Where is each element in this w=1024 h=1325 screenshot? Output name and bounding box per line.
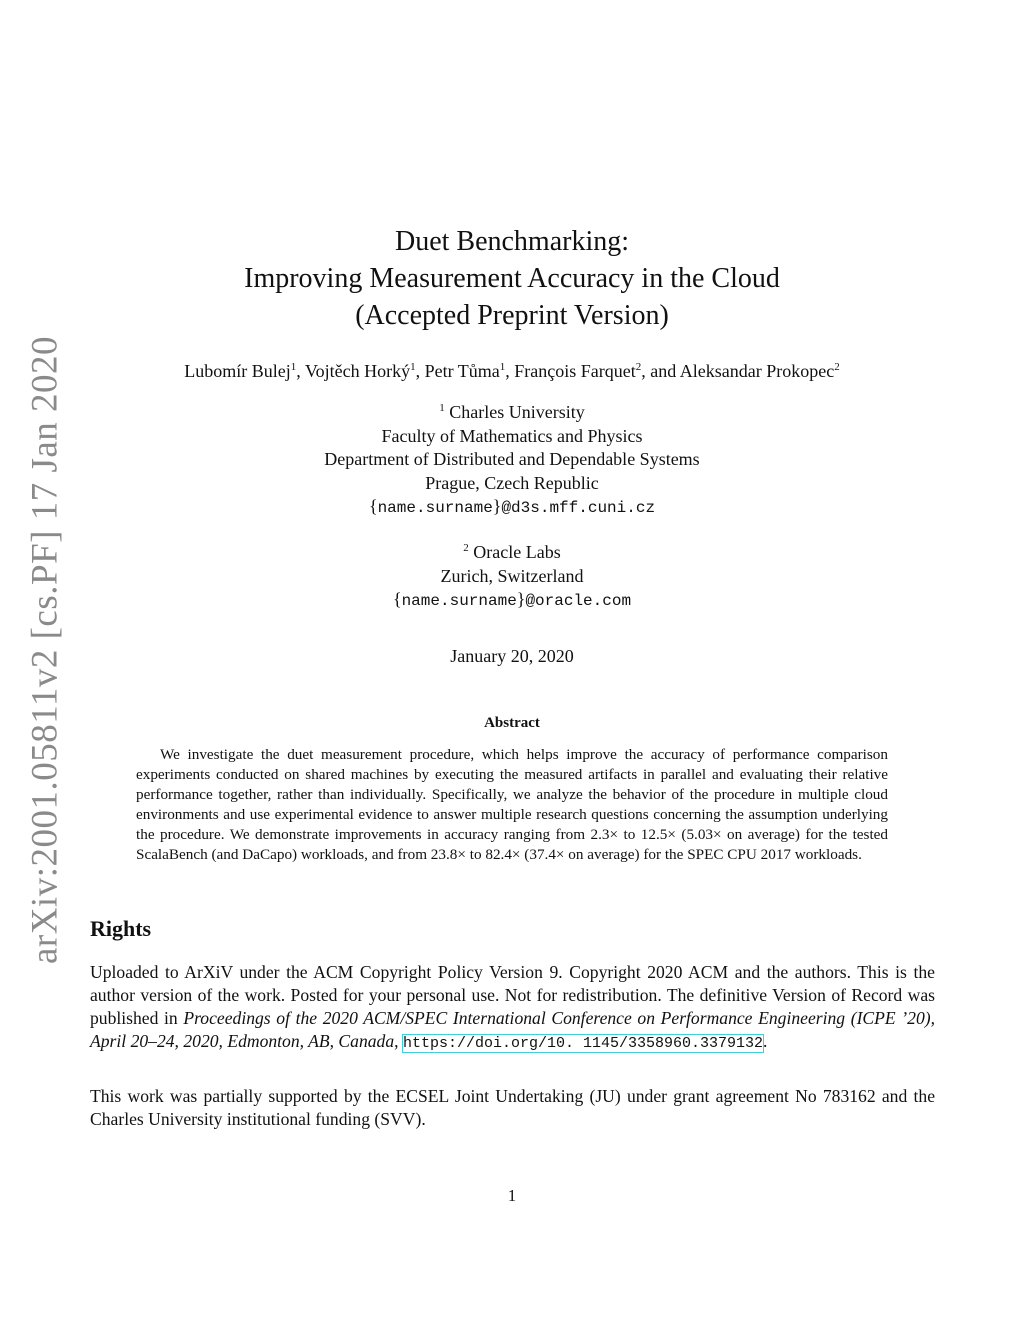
author-name: Lubomír Bulej — [184, 361, 291, 381]
title-line-2: Improving Measurement Accuracy in the Cloud — [244, 263, 780, 294]
affiliation-marker: 2 — [463, 542, 469, 554]
author-separator: , — [415, 361, 425, 381]
author-affiliation-marker: 1 — [410, 361, 416, 373]
rights-heading: Rights — [90, 916, 152, 941]
abstract-heading: Abstract — [484, 715, 540, 731]
affiliation-faculty: Faculty of Mathematics and Physics — [381, 425, 643, 446]
funding-paragraph: This work was partially supported by the ECSEL Joint Undertaking (JU) under grant agreement No 783162 and the Charles University institutional funding (SVV). — [90, 1086, 935, 1129]
publication-date: January 20, 2020 — [450, 646, 574, 666]
affiliation-location: Zurich, Switzerland — [440, 565, 584, 586]
proceedings-citation: Proceedings of the 2020 ACM/SPEC International Conference on Performance Engineering (ICPE ’20), April 20–24, 2020, Edmonton, AB, Canada — [90, 1008, 935, 1051]
title-line-1: Duet Benchmarking: — [394, 226, 630, 257]
affiliation-department: Department of Distributed and Dependable Systems — [324, 449, 700, 469]
affiliation-location: Prague, Czech Republic — [425, 472, 599, 493]
author-affiliation-marker: 2 — [834, 361, 840, 373]
author-separator: , — [296, 361, 305, 381]
arxiv-identifier-stamp: arXiv:2001.05811v2 [cs.PF] 17 Jan 2020 — [24, 335, 66, 965]
affiliation-charles-university — [0, 397, 1024, 521]
affiliation-email: {name.surname}@d3s.mff.cuni.cz — [368, 496, 656, 517]
title-line-3: (Accepted Preprint Version) — [355, 300, 669, 331]
page-number: 1 — [507, 1186, 517, 1205]
author-separator: , — [505, 361, 515, 381]
author-name: Aleksandar Prokopec — [679, 361, 835, 381]
author-separator: , and — [641, 361, 680, 381]
rights-paragraph: Uploaded to ArXiV under the ACM Copyright Policy Version 9. Copyright 2020 ACM and the authors. This is the author version of the work. Posted for your personal use. Not for redistribution. The definitive Version of Record was published in Proceedings of the 2020 ACM/SPEC International Conference on Performance Engineering (ICPE ’20), April 20–24, 2020, Edmonton, AB, Canada, https://doi.org/10. 1145/3358960.3379132. — [90, 962, 935, 1052]
author-affiliation-marker: 1 — [290, 361, 297, 373]
author-affiliation-marker: 1 — [499, 361, 506, 373]
author-name: François Farquet — [514, 361, 636, 381]
affiliation-name: Oracle Labs — [473, 542, 561, 562]
affiliation-marker: 1 — [439, 402, 445, 414]
affiliation-oracle-labs — [0, 537, 1024, 614]
author-affiliation-marker: 2 — [635, 361, 642, 373]
author-name: Vojtěch Horký — [304, 361, 411, 381]
paper-title — [0, 223, 1024, 334]
author-list — [0, 355, 1024, 383]
doi-link[interactable]: https://doi.org/10. 1145/3358960.3379132 — [402, 1035, 764, 1052]
affiliation-email: {name.surname}@oracle.com — [392, 589, 632, 610]
author-name: Petr Tůma — [424, 361, 500, 381]
abstract-body: We investigate the duet measurement procedure, which helps improve the accuracy of performance comparison experiments conducted on shared machines by executing the measured artifacts in parallel and evaluating their relative performance together, rather than individually. Specifically, we analyze the behavior of the procedure in multiple cloud environments and use experimental evidence to answer multiple research questions concerning the assumption underlying the procedure. We demonstrate improvements in accuracy ranging from 2.3× to 12.5× (5.03× on average) for the tested ScalaBench (and DaCapo) workloads, and from 23.8× to 82.4× (37.4× on average) for the SPEC CPU 2017 workloads. — [136, 746, 888, 863]
affiliation-name: Charles University — [449, 402, 585, 422]
